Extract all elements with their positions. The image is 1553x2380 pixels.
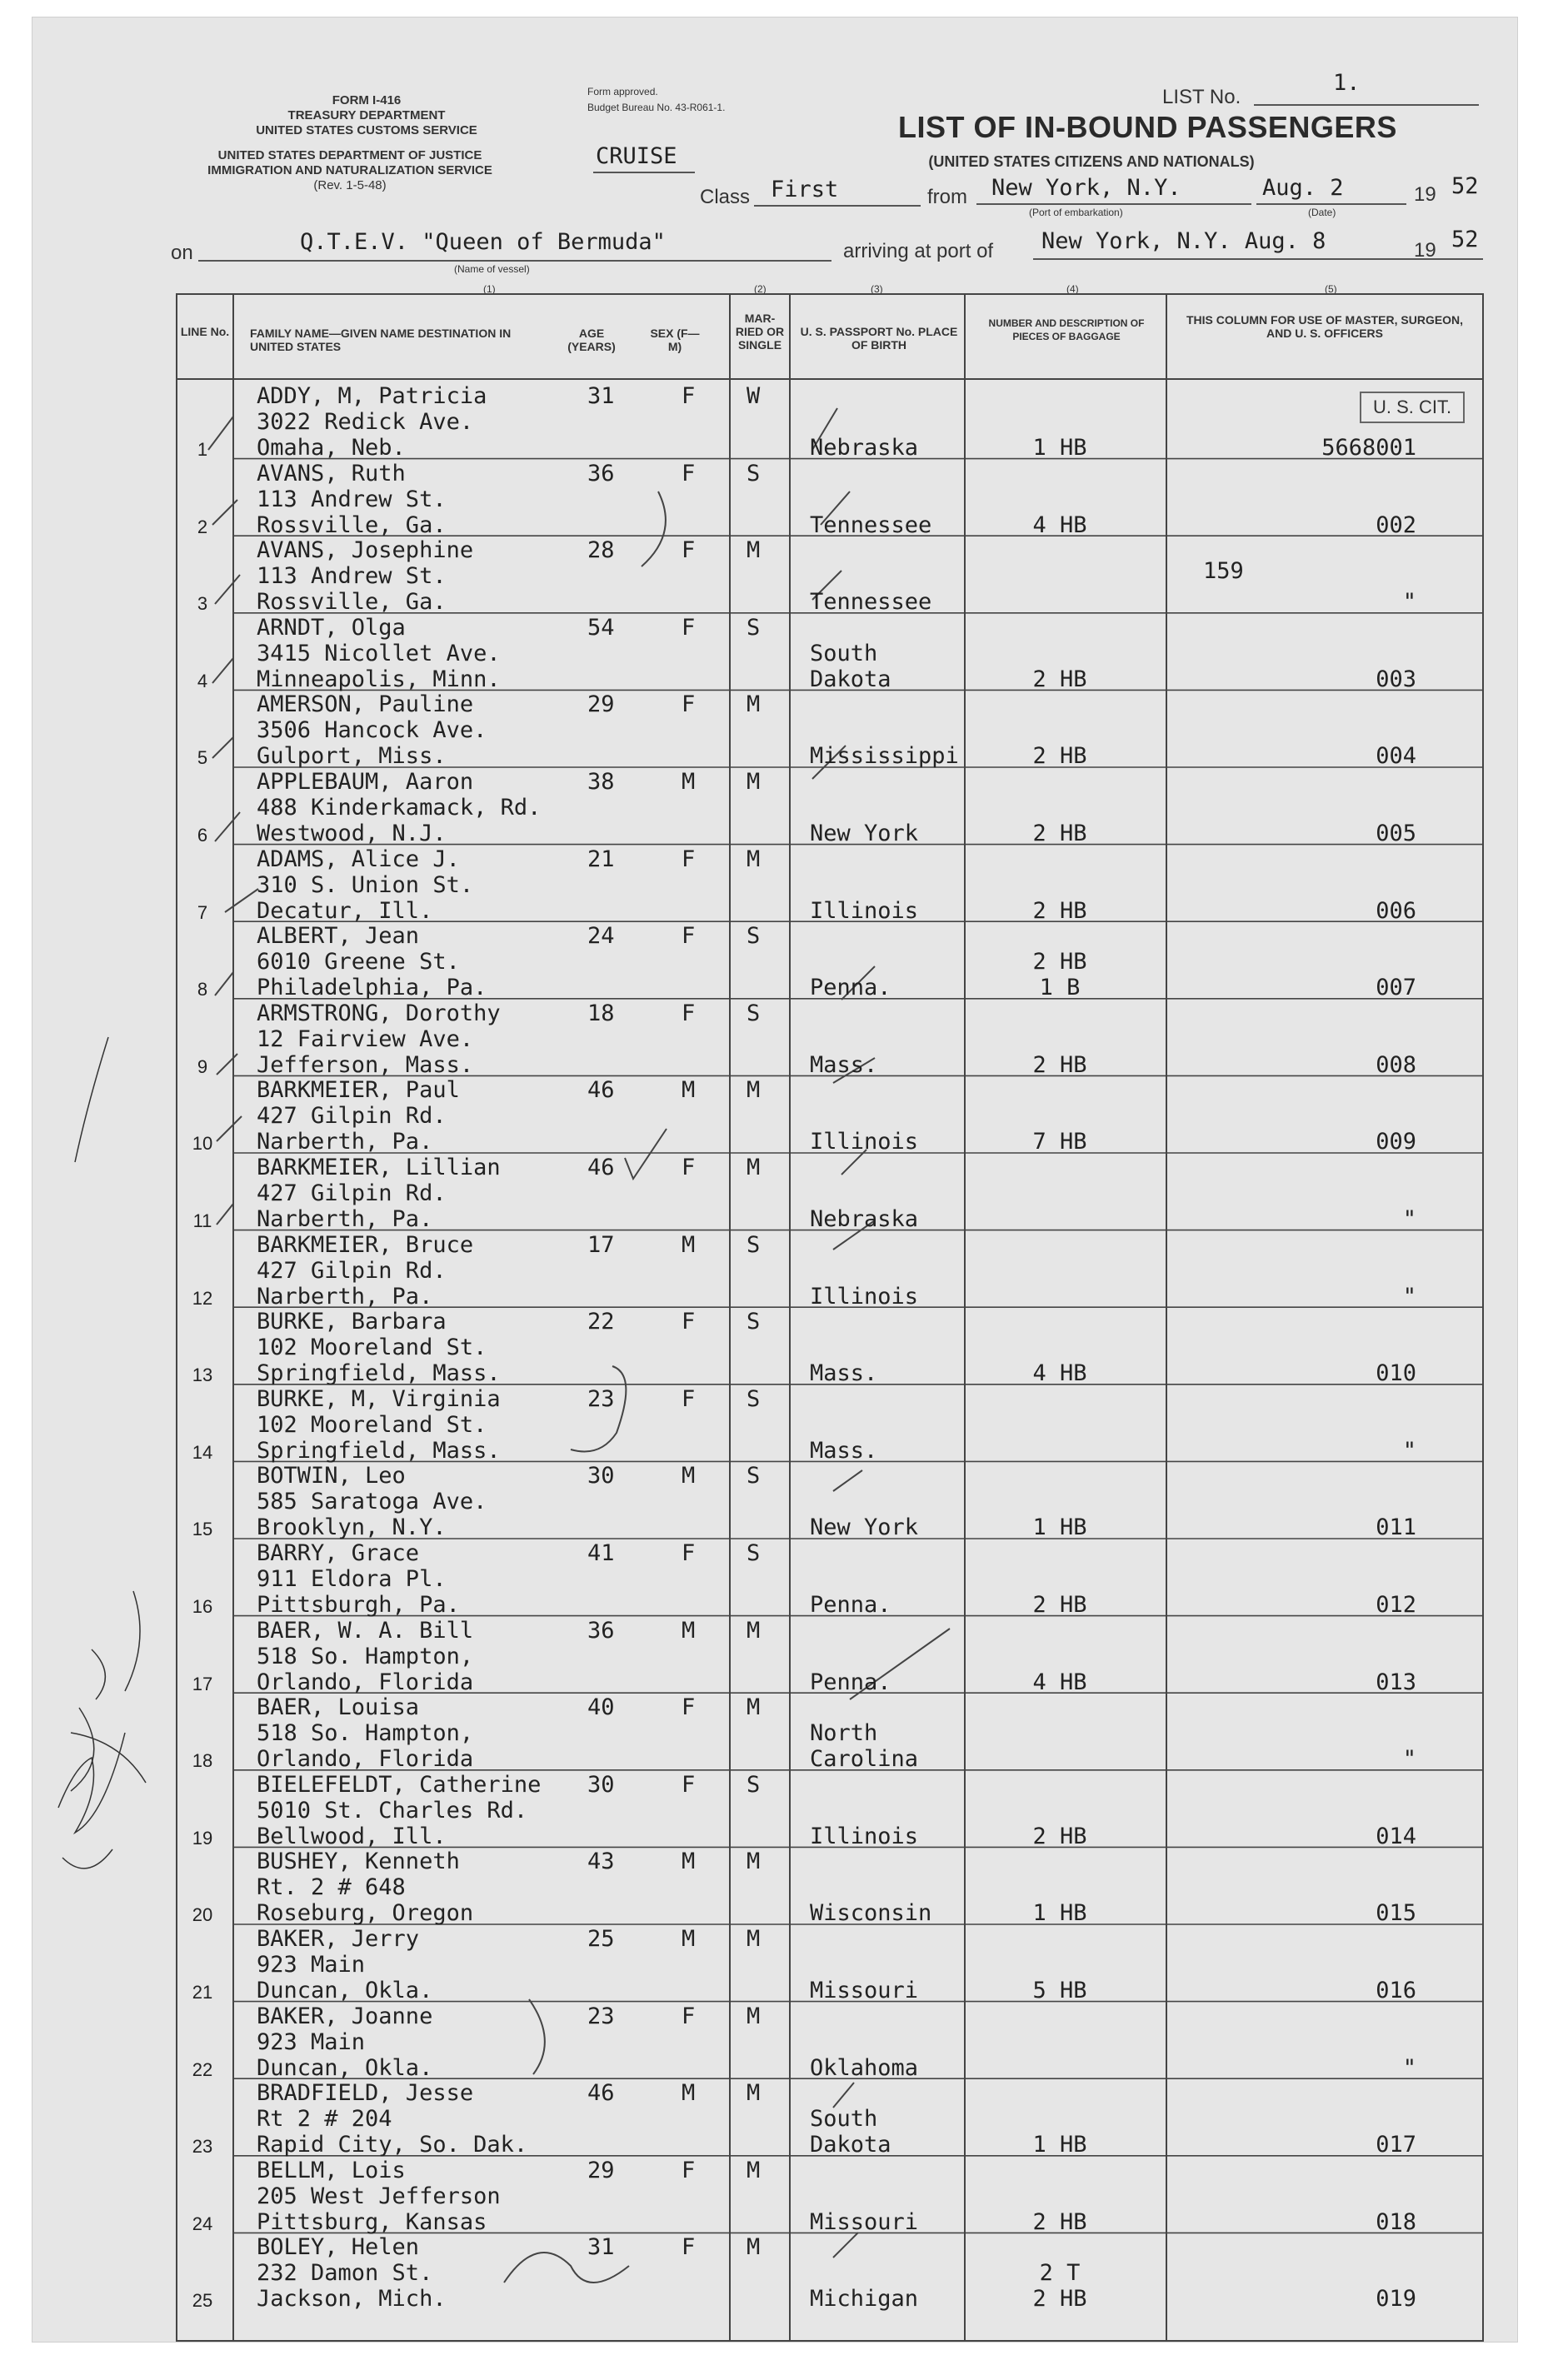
passenger-name: ARNDT, Olga (257, 614, 406, 641)
baggage-2: 2 HB (1032, 1051, 1087, 1078)
birth-place-2: Penna. (810, 1592, 891, 1618)
passenger-address: 427 Gilpin Rd. (257, 1257, 447, 1284)
passenger-name: BRADFIELD, Jesse (257, 2080, 474, 2107)
passenger-sex: M (682, 2080, 696, 2107)
passenger-sex: F (682, 2234, 696, 2261)
page-title: LIST OF IN-BOUND PASSENGERS (898, 110, 1397, 144)
marital-status: M (747, 691, 761, 718)
passenger-sex: F (682, 923, 696, 950)
officer-number: " (1402, 2054, 1416, 2081)
year-prefix: 19 (1414, 183, 1436, 206)
passenger-age: 30 (587, 1463, 615, 1489)
passenger-address: 5010 St. Charles Rd. (257, 1797, 528, 1824)
passenger-age: 46 (587, 1155, 615, 1180)
passenger-sex: F (682, 691, 696, 718)
passenger-city: Philadelphia, Pa. (257, 975, 487, 1001)
marital-status: M (747, 1849, 761, 1875)
officer-number: 002 (1376, 511, 1416, 538)
officer-number: 009 (1376, 1129, 1416, 1155)
baggage-2: 1 HB (1032, 2132, 1087, 2158)
line-number: 24 (192, 2213, 213, 2234)
birth-place-2: Penna. (810, 1669, 891, 1695)
passenger-age: 38 (587, 769, 615, 795)
passenger-city: Bellwood, Ill. (257, 1823, 447, 1849)
passenger-city: Minneapolis, Minn. (257, 666, 501, 692)
passenger-name: BELLM, Lois (257, 2157, 406, 2183)
birth-place-2: Oklahoma (810, 2054, 919, 2081)
birth-place-2: Nebraska (810, 435, 919, 461)
page-subtitle: (UNITED STATES CITIZENS AND NATIONALS) (928, 153, 1255, 170)
birth-place-2: Michigan (810, 2286, 919, 2313)
class-value: First (771, 177, 839, 202)
officer-number: 004 (1376, 743, 1416, 770)
passenger-age: 36 (587, 460, 615, 486)
passenger-city: Narberth, Pa. (257, 1206, 433, 1232)
passenger-city: Pittsburgh, Pa. (257, 1592, 460, 1618)
passenger-sex: M (682, 1926, 696, 1952)
passenger-address: 232 Damon St. (257, 2260, 433, 2287)
officer-number: 014 (1376, 1823, 1416, 1849)
passenger-city: Narberth, Pa. (257, 1283, 433, 1310)
officer-number: 007 (1376, 975, 1416, 1001)
line-number: 8 (197, 979, 208, 1000)
officer-number: 018 (1376, 2208, 1416, 2235)
passenger-city: Rapid City, So. Dak. (257, 2132, 528, 2158)
officer-number: 017 (1376, 2132, 1416, 2158)
officer-number: 006 (1376, 897, 1416, 924)
passenger-sex: F (682, 1694, 696, 1721)
passenger-name: AVANS, Josephine (257, 537, 474, 564)
passenger-sex: F (682, 1540, 696, 1566)
on-label: on (171, 242, 193, 264)
passenger-sex: M (682, 1077, 696, 1104)
marital-status: S (747, 460, 761, 486)
passenger-name: AVANS, Ruth (257, 460, 406, 486)
ins-service: IMMIGRATION AND NATURALIZATION SERVICE (207, 163, 492, 177)
passenger-sex: F (682, 846, 696, 872)
baggage-2: 4 HB (1032, 1669, 1087, 1695)
line-number: 6 (197, 825, 208, 846)
passenger-age: 28 (587, 537, 615, 564)
passenger-address: 518 So. Hampton, (257, 1643, 474, 1669)
passenger-city: Pittsburg, Kansas (257, 2208, 487, 2235)
line-number: 18 (192, 1750, 213, 1772)
baggage-2: 2 HB (1032, 2286, 1087, 2313)
birth-place-2: Illinois (810, 1283, 919, 1310)
birth-place-2: Mass. (810, 1360, 878, 1387)
vessel-caption: (Name of vessel) (454, 263, 530, 275)
baggage-2: 1 HB (1032, 1900, 1087, 1927)
passenger-city: Roseburg, Oregon (257, 1900, 474, 1927)
baggage-1: 2 T (1039, 2260, 1081, 2287)
birth-place-2: Nebraska (810, 1206, 919, 1232)
marital-status: S (747, 614, 761, 641)
baggage-2: 5 HB (1032, 1978, 1087, 2003)
officer-number: 011 (1376, 1514, 1416, 1541)
line-number: 15 (192, 1519, 213, 1540)
baggage-2: 2 HB (1032, 2208, 1087, 2235)
marital-status: S (747, 923, 761, 950)
passenger-sex: F (682, 2157, 696, 2183)
passenger-age: 29 (587, 691, 615, 718)
marital-status: M (747, 1077, 761, 1104)
passenger-sex: F (682, 1771, 696, 1798)
passenger-address: 923 Main (257, 2028, 366, 2055)
officer-number: 003 (1376, 666, 1416, 692)
revision: (Rev. 1-5-48) (313, 178, 387, 192)
passenger-age: 46 (587, 1077, 615, 1104)
customs-service: UNITED STATES CUSTOMS SERVICE (256, 123, 477, 137)
passenger-address: 102 Mooreland St. (257, 1335, 487, 1361)
marital-status: M (747, 2003, 761, 2029)
passenger-address: 911 Eldora Pl. (257, 1566, 447, 1592)
line-number: 20 (192, 1904, 213, 1926)
col-num-3: (3) (871, 283, 883, 295)
birth-place-2: Mississippi (810, 743, 959, 770)
officer-number: 008 (1376, 1051, 1416, 1078)
from-label: from (927, 186, 967, 208)
passenger-age: 23 (587, 1385, 615, 1412)
marital-status: M (747, 2080, 761, 2107)
baggage-2: 2 HB (1032, 1592, 1087, 1618)
passenger-age: 25 (587, 1926, 615, 1952)
passenger-city: Rossville, Ga. (257, 511, 447, 538)
marital-status: M (747, 1617, 761, 1644)
birth-place-2: Tennessee (810, 511, 932, 538)
passenger-age: 17 (587, 1231, 615, 1258)
birth-place-2: Illinois (810, 1129, 919, 1155)
passenger-address: 12 Fairview Ave. (257, 1025, 474, 1052)
year-value: 52 (1451, 173, 1479, 199)
passenger-city: Jefferson, Mass. (257, 1051, 474, 1078)
form-approved: Form approved. (587, 86, 658, 97)
col-header-age: AGE (YEARS) (567, 327, 616, 353)
officer-number: 015 (1376, 1900, 1416, 1927)
line-number: 17 (192, 1673, 213, 1694)
officer-number: " (1402, 589, 1416, 616)
passenger-name: APPLEBAUM, Aaron (257, 769, 474, 795)
margin-signature (58, 1037, 146, 1869)
officer-number: 5668001 (1321, 435, 1416, 461)
marital-status: S (747, 1385, 761, 1412)
passenger-sex: F (682, 1000, 696, 1026)
passenger-address: Rt. 2 # 648 (257, 1874, 406, 1901)
birth-place-2: Missouri (810, 1978, 919, 2003)
passenger-name: BOLEY, Helen (257, 2234, 420, 2261)
port-embark-caption: (Port of embarkation) (1029, 207, 1123, 218)
passenger-name: ADAMS, Alice J. (257, 846, 460, 872)
line-number: 9 (197, 1055, 208, 1077)
passenger-name: BARKMEIER, Bruce (257, 1231, 474, 1258)
line-number: 12 (192, 1287, 213, 1309)
passenger-sex: F (682, 537, 696, 564)
officer-number: 012 (1376, 1592, 1416, 1618)
from-port: New York, N.Y. (991, 175, 1181, 201)
passenger-name: BAKER, Jerry (257, 1926, 420, 1952)
birth-place-2: Illinois (810, 897, 919, 924)
passenger-age: 54 (587, 614, 615, 641)
passenger-address: 585 Saratoga Ave. (257, 1489, 487, 1515)
passenger-sex: F (682, 614, 696, 641)
col-header-baggage: NUMBER AND DESCRIPTION OF PIECES OF BAGGAGE (988, 317, 1145, 342)
officer-number: 013 (1376, 1669, 1416, 1695)
baggage-2: 1 B (1039, 975, 1081, 1001)
class-label: Class (700, 186, 751, 208)
officer-number: 016 (1376, 1978, 1416, 2003)
passenger-city: Jackson, Mich. (257, 2286, 447, 2313)
passenger-address: Rt 2 # 204 (257, 2106, 392, 2133)
birth-place-2: Penna. (810, 975, 891, 1001)
line-number: 3 (197, 593, 208, 615)
passenger-age: 41 (587, 1540, 615, 1566)
col-num-4: (4) (1066, 283, 1079, 295)
passenger-name: BARRY, Grace (257, 1540, 420, 1566)
passenger-city: Rossville, Ga. (257, 589, 447, 616)
line-number: 23 (192, 2136, 213, 2158)
list-no-value: 1. (1333, 70, 1361, 96)
passenger-sex: M (682, 769, 696, 795)
us-citizen-stamp: U. S. CIT. (1360, 392, 1465, 423)
line-number: 22 (192, 2058, 213, 2080)
passenger-city: Westwood, N.J. (257, 821, 447, 846)
passenger-address: 6010 Greene St. (257, 949, 460, 975)
birth-place-2: Wisconsin (810, 1900, 932, 1927)
passenger-name: BAER, W. A. Bill (257, 1617, 474, 1644)
passenger-age: 43 (587, 1849, 615, 1875)
budget-bureau: Budget Bureau No. 43-R061-1. (587, 102, 726, 113)
marital-status: S (747, 1540, 761, 1566)
passenger-address: 3506 Hancock Ave. (257, 717, 487, 744)
arriving-label: arriving at port of (843, 240, 994, 262)
birth-place-1: South (810, 640, 878, 666)
birth-place-2: Mass. (810, 1437, 878, 1464)
col-header-passport: U. S. PASSPORT No. PLACE OF BIRTH (800, 325, 958, 352)
from-date: Aug. 2 (1262, 175, 1344, 201)
passenger-sex: F (682, 1155, 696, 1180)
birth-place-2: Dakota (810, 666, 891, 692)
passenger-city: Duncan, Okla. (257, 2054, 433, 2081)
marital-status: M (747, 537, 761, 564)
line-number: 1 (197, 439, 208, 460)
passenger-sex: F (682, 1385, 696, 1412)
marital-status: M (747, 2234, 761, 2261)
passenger-sex: M (682, 1849, 696, 1875)
list-no-label: LIST No. (1162, 86, 1241, 108)
passenger-age: 18 (587, 1000, 615, 1026)
passenger-address: 488 Kinderkamack, Rd. (257, 795, 542, 821)
line-number: 11 (192, 1210, 212, 1231)
passenger-city: Springfield, Mass. (257, 1360, 501, 1387)
passenger-address: 3415 Nicollet Ave. (257, 640, 501, 666)
passenger-city: Springfield, Mass. (257, 1437, 501, 1464)
passenger-name: BIELEFELDT, Catherine (257, 1771, 542, 1798)
marital-status: S (747, 1463, 761, 1489)
birth-place-2: New York (810, 1514, 919, 1541)
officer-number: " (1402, 1206, 1416, 1232)
arriving-port: New York, N.Y. Aug. 8 (1041, 228, 1326, 254)
birth-place-2: Tennessee (810, 589, 932, 616)
passenger-sex: F (682, 1309, 696, 1335)
justice-dept: UNITED STATES DEPARTMENT OF JUSTICE (217, 148, 482, 162)
line-number: 25 (192, 2290, 213, 2312)
passenger-name: BOTWIN, Leo (257, 1463, 406, 1489)
passenger-city: Duncan, Okla. (257, 1978, 433, 2003)
passenger-address: 427 Gilpin Rd. (257, 1180, 447, 1206)
marital-status: M (747, 2157, 761, 2183)
line-number: 10 (192, 1133, 213, 1155)
passenger-city: Decatur, Ill. (257, 897, 433, 924)
marital-status: M (747, 769, 761, 795)
passenger-name: BAKER, Joanne (257, 2003, 433, 2029)
birth-place-2: Missouri (810, 2208, 919, 2235)
passenger-age: 40 (587, 1694, 615, 1721)
passenger-address: 518 So. Hampton, (257, 1720, 474, 1747)
col-header-officers: THIS COLUMN FOR USE OF MASTER, SURGEON, AND U. S. OFFICERS (1186, 313, 1464, 340)
line-number: 2 (197, 516, 208, 537)
baggage-2: 4 HB (1032, 511, 1087, 538)
passenger-age: 31 (587, 2234, 615, 2261)
birth-place-2: Carolina (810, 1746, 919, 1773)
line-number: 5 (197, 747, 208, 769)
line-number: 14 (192, 1441, 213, 1463)
marital-status: M (747, 1926, 761, 1952)
officer-number: " (1402, 1746, 1416, 1773)
passenger-name: BUSHEY, Kenneth (257, 1849, 460, 1875)
col-num-1: (1) (483, 283, 496, 295)
passenger-address: 205 West Jefferson (257, 2183, 501, 2209)
passenger-sex: M (682, 1463, 696, 1489)
passenger-address: 102 Mooreland St. (257, 1411, 487, 1438)
col-header-married: MAR-RIED OR SINGLE (735, 312, 785, 352)
marital-status: S (747, 1231, 761, 1258)
line-number: 16 (192, 1596, 213, 1617)
marital-status: S (747, 1309, 761, 1335)
passenger-age: 22 (587, 1309, 615, 1335)
passenger-city: Brooklyn, N.Y. (257, 1514, 447, 1541)
baggage-1: 2 HB (1032, 949, 1087, 975)
passenger-age: 36 (587, 1617, 615, 1644)
treasury-dept: TREASURY DEPARTMENT (287, 108, 446, 122)
officer-number: " (1402, 1283, 1416, 1310)
passenger-city: Orlando, Florida (257, 1746, 474, 1773)
col-header-line: LINE No. (180, 325, 230, 338)
baggage-2: 2 HB (1032, 743, 1087, 770)
col-num-5: (5) (1325, 283, 1337, 295)
passenger-sex: F (682, 383, 696, 409)
birth-place-2: New York (810, 821, 919, 846)
officer-number: 019 (1376, 2286, 1416, 2313)
passenger-sex: M (682, 1617, 696, 1644)
birth-place-1: South (810, 2106, 878, 2133)
passenger-age: 21 (587, 846, 615, 872)
birth-place-2: Dakota (810, 2132, 891, 2158)
annotation-159: 159 (1203, 558, 1244, 584)
baggage-2: 2 HB (1032, 666, 1087, 692)
baggage-2: 4 HB (1032, 1360, 1087, 1387)
officer-number: 005 (1376, 821, 1416, 846)
passenger-address: 3022 Redick Ave. (257, 409, 474, 435)
baggage-2: 2 HB (1032, 1823, 1087, 1849)
baggage-2: 1 HB (1032, 435, 1087, 461)
baggage-2: 2 HB (1032, 897, 1087, 924)
passenger-age: 29 (587, 2157, 615, 2183)
officer-number: 010 (1376, 1360, 1416, 1387)
passenger-name: ARMSTRONG, Dorothy (257, 1000, 501, 1026)
passenger-name: ALBERT, Jean (257, 923, 420, 950)
marital-status: M (747, 1155, 761, 1180)
passenger-age: 23 (587, 2003, 615, 2029)
line-number: 4 (197, 670, 208, 691)
birth-place-1: North (810, 1720, 878, 1747)
passenger-name: BURKE, Barbara (257, 1309, 447, 1335)
passenger-age: 24 (587, 923, 615, 950)
marital-status: M (747, 1694, 761, 1721)
form-number: FORM I-416 (332, 93, 402, 107)
col-header-sex: SEX (F—M) (650, 327, 700, 353)
passenger-age: 30 (587, 1771, 615, 1798)
birth-place-2: Mass. (810, 1051, 878, 1078)
passenger-city: Narberth, Pa. (257, 1129, 433, 1155)
passenger-name: AMERSON, Pauline (257, 691, 474, 718)
baggage-2: 7 HB (1032, 1129, 1087, 1155)
passenger-address: 113 Andrew St. (257, 486, 447, 512)
passenger-city: Omaha, Neb. (257, 435, 406, 461)
passenger-age: 31 (587, 383, 615, 409)
passenger-address: 427 Gilpin Rd. (257, 1103, 447, 1130)
passenger-name: BARKMEIER, Paul (257, 1077, 460, 1104)
passenger-sex: F (682, 2003, 696, 2029)
line-number: 7 (197, 901, 208, 923)
vessel-name: Q.T.E.V. "Queen of Bermuda" (300, 229, 666, 255)
year-prefix-2: 19 (1414, 239, 1436, 262)
officer-number: " (1402, 1437, 1416, 1464)
passenger-sex: M (682, 1231, 696, 1258)
passenger-address: 310 S. Union St. (257, 871, 474, 898)
passenger-age: 46 (587, 2080, 615, 2107)
marital-status: S (747, 1000, 761, 1026)
passenger-name: ADDY, M, Patricia (257, 383, 487, 409)
marital-status: S (747, 1771, 761, 1798)
passenger-city: Gulport, Miss. (257, 743, 447, 770)
passenger-address: 113 Andrew St. (257, 563, 447, 590)
line-number: 21 (192, 1982, 213, 2003)
marital-status: M (747, 846, 761, 872)
passenger-address: 923 Main (257, 1952, 366, 1978)
baggage-2: 2 HB (1032, 821, 1087, 846)
date-caption: (Date) (1308, 207, 1336, 218)
baggage-2: 1 HB (1032, 1514, 1087, 1541)
passenger-name: BAER, Louisa (257, 1694, 420, 1721)
line-number: 19 (192, 1827, 213, 1849)
passenger-sex: F (682, 460, 696, 486)
passenger-name: BURKE, M, Virginia (257, 1385, 501, 1412)
col-num-2: (2) (754, 283, 767, 295)
line-number: 13 (192, 1365, 213, 1386)
passenger-name: BARKMEIER, Lillian (257, 1155, 501, 1180)
birth-place-2: Illinois (810, 1823, 919, 1849)
col-header-name: FAMILY NAME—GIVEN NAME DESTINATION IN UNITED STATES (250, 327, 512, 353)
marital-status: W (747, 383, 761, 409)
year-value-2: 52 (1451, 227, 1479, 252)
passenger-city: Orlando, Florida (257, 1669, 474, 1695)
cruise-label: CRUISE (596, 143, 677, 169)
